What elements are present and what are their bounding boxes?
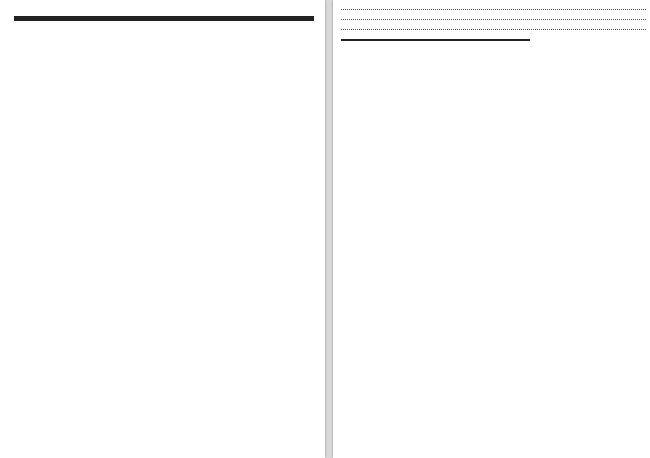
right-page-content — [341, 0, 646, 41]
left-page-content — [14, 16, 314, 21]
detail-table — [15, 18, 313, 20]
activities-table — [14, 16, 314, 21]
column-header-gv — [342, 40, 436, 41]
dotted-line — [341, 21, 646, 30]
detail-col-header — [214, 19, 313, 20]
right-page — [333, 0, 650, 458]
activities-table — [341, 39, 530, 41]
detail-col-header — [114, 19, 213, 20]
dotted-line — [341, 11, 646, 20]
detail-col-header — [15, 19, 114, 20]
dotted-line — [341, 1, 646, 10]
column-header-hs — [436, 40, 530, 41]
